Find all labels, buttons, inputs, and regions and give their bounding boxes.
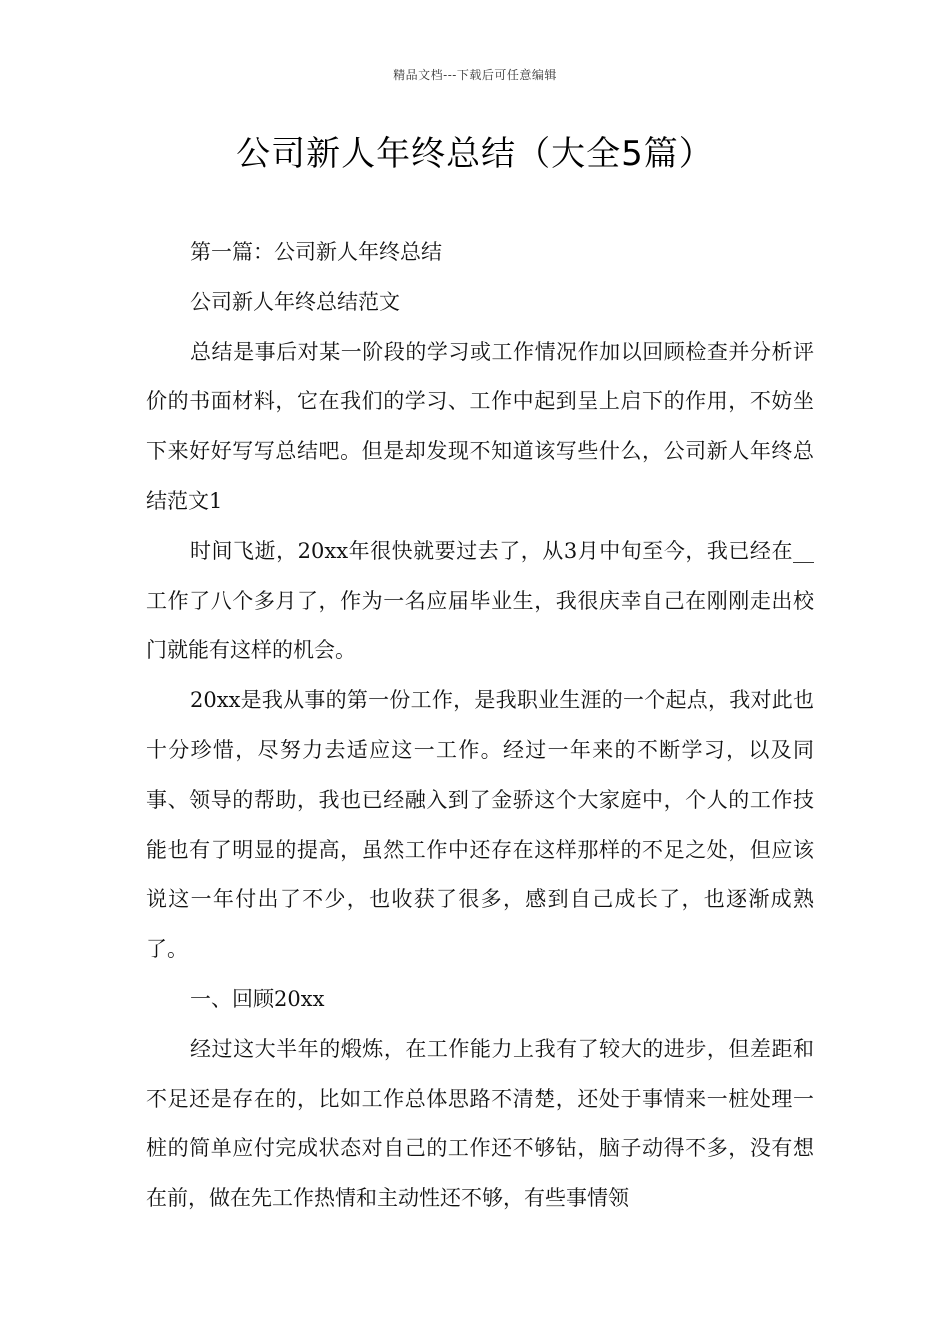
document-body	[146, 228, 814, 1224]
header-note: 精品文档---下载后可任意编辑	[393, 68, 557, 82]
section-heading: 一、回顾20xx	[190, 986, 325, 1011]
paragraph: 总结是事后对某一阶段的学习或工作情况作加以回顾检查并分析评价的书面材料，它在我们的学习、工作中起到呈上启下的作用，不妨坐下来好好写写总结吧。但是却发现不知道该写些什么，公司新人年终总结范文1	[146, 339, 814, 513]
paragraph: 20xx是我从事的第一份工作，是我职业生涯的一个起点，我对此也十分珍惜，尽努力去适应这一工作。经过一年来的不断学习，以及同事、领导的帮助，我也已经融入到了金骄这个大家庭中，个人的工作技能也有了明显的提高，虽然工作中还存在这样那样的不足之处，但应该说这一年付出了不少，也收获了很多，感到自己成长了，也逐渐成熟了。	[146, 688, 814, 962]
section-heading: 第一篇：公司新人年终总结	[190, 240, 442, 264]
document-title: 公司新人年终总结（大全5篇）	[236, 134, 714, 174]
subheading: 公司新人年终总结范文	[190, 289, 400, 314]
paragraph: 经过这大半年的煅炼，在工作能力上我有了较大的进步，但差距和不足还是存在的，比如工作总体思路不清楚，还处于事情来一桩处理一桩的简单应付完成状态对自己的工作还不够钻，脑子动得不多，没有想在前，做在先工作热情和主动性还不够，有些事情领	[146, 1036, 814, 1211]
paragraph: 时间飞逝，20xx年很快就要过去了，从3月中旬至今，我已经在__工作了八个多月了，作为一名应届毕业生，我很庆幸自己在刚刚走出校门就能有这样的机会。	[146, 538, 814, 663]
